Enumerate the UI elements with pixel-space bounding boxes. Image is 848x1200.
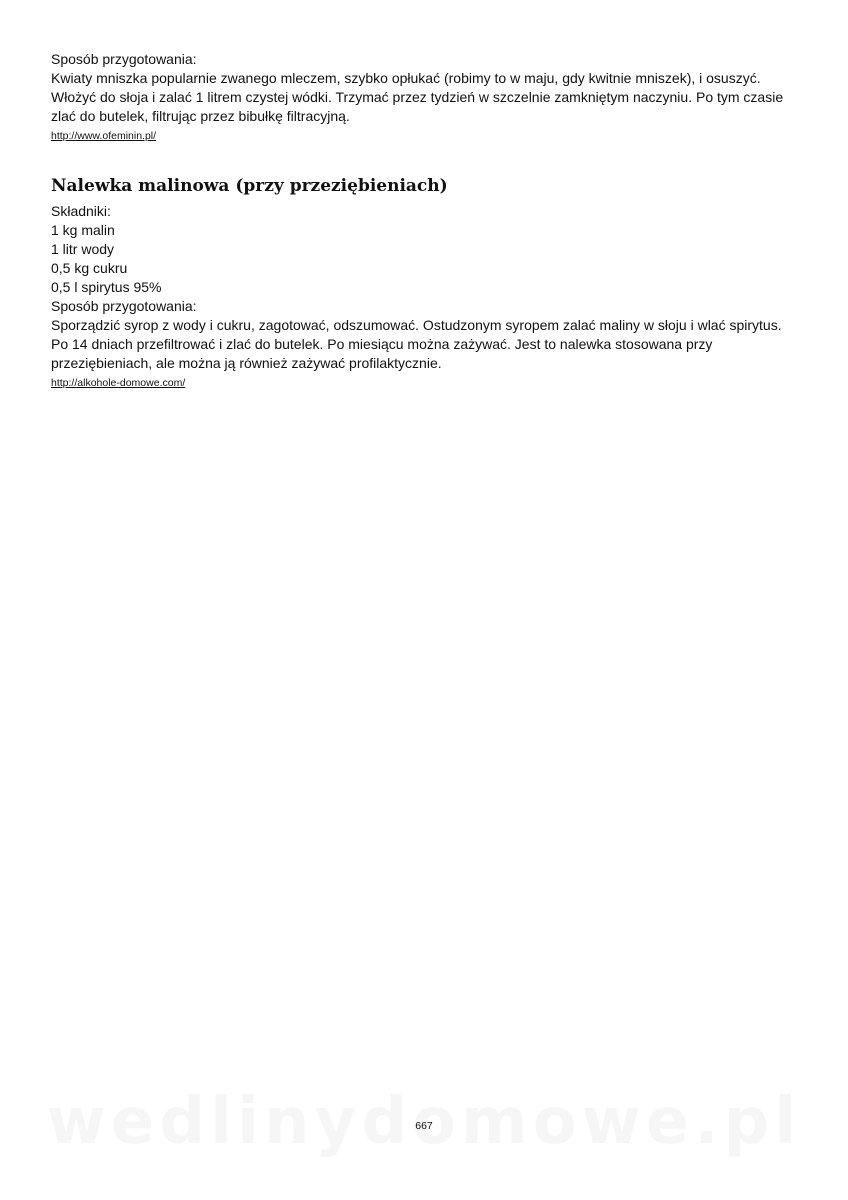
method-line: Włożyć do słoja i zalać 1 litrem czystej wódki. Trzymać przez tydzień w szczelnie zamkniętym naczyniu. Po tym czasie <box>51 89 784 105</box>
method-line: zlać do butelek, filtrując przez bibułkę filtracyjną. <box>51 108 350 124</box>
ingredient-item: 1 kg malin <box>51 222 115 238</box>
ingredient-item: 1 litr wody <box>51 241 115 257</box>
recipe-title: Nalewka malinowa (przy przeziębieniach) <box>51 176 448 196</box>
ingredient-item: 0,5 kg cukru <box>51 260 128 276</box>
method-line: Po 14 dniach przefiltrować i zlać do butelek. Po miesiącu można zażywać. Jest to nalewka stosowana przy <box>51 336 713 352</box>
method-line: przeziębieniach, ale można ją również zażywać profilaktycznie. <box>51 355 442 371</box>
ingredient-item: 0,5 l spirytus 95% <box>51 279 162 295</box>
ingredients-label: Składniki: <box>51 203 111 219</box>
method-line: Sporządzić syrop z wody i cukru, zagotować, odszumować. Ostudzonym syropem zalać maliny w słoju i wlać spirytus. <box>51 317 782 333</box>
source-link[interactable]: http://www.ofeminin.pl/ <box>51 130 157 142</box>
section-dandelion-recipe <box>51 50 811 144</box>
method-label: Sposób przygotowania: <box>51 298 197 314</box>
method-line: Kwiaty mniszka popularnie zwanego mleczem, szybko opłukać (robimy to w maju, gdy kwitnie mniszek), i osuszyć. <box>51 70 761 86</box>
source-link[interactable]: http://alkohole-domowe.com/ <box>51 377 186 389</box>
method-label: Sposób przygotowania: <box>51 51 197 67</box>
document-page <box>51 50 811 391</box>
section-raspberry-recipe <box>51 144 811 391</box>
page-number: 667 <box>415 1120 433 1132</box>
